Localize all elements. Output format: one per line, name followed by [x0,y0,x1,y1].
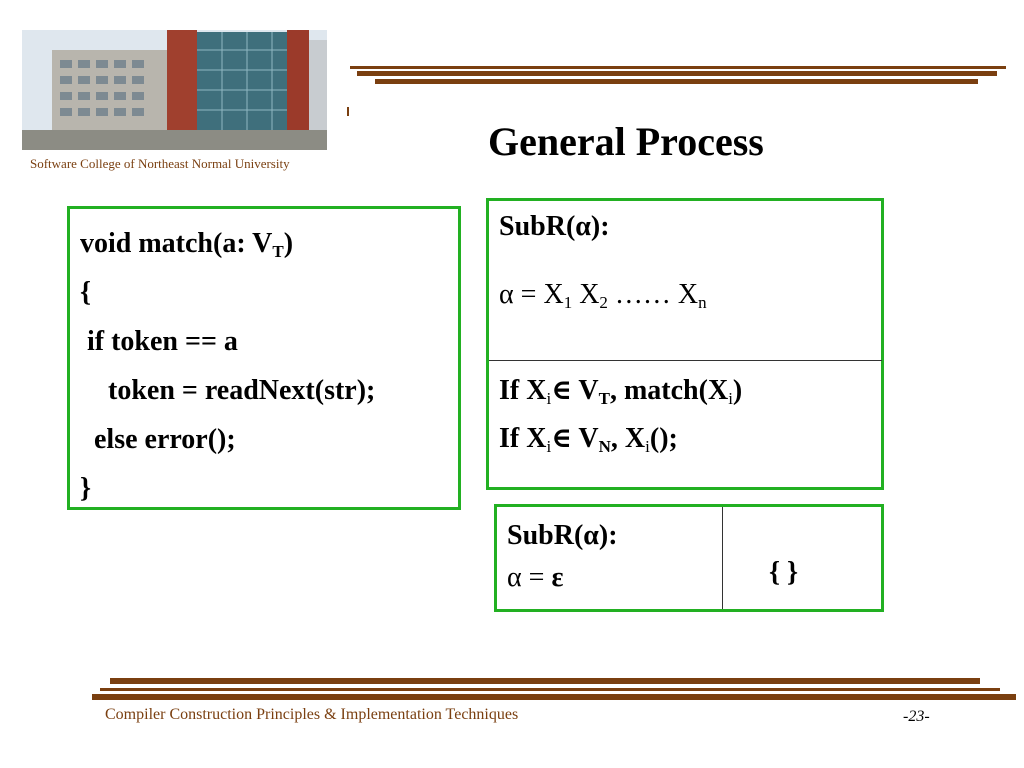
course-title: Compiler Construction Principles & Implementation Techniques [105,706,519,723]
code-line-1: void match(a: $V_T$) [80,228,294,261]
page-number: -23- [903,708,930,725]
code-line-6: } [80,473,92,504]
footer-rule-middle [100,688,1000,691]
definition-heading: SubR(α): [499,211,610,242]
code-line-5: else error(); [80,424,236,455]
epsilon-heading: SubR(α): [507,520,618,551]
header-rule-lower [375,79,978,84]
epsilon-subroutine-box [494,504,884,612]
nonterminal-rule: If $X_i\in$ $V_N$, $X_i()$; [499,423,678,456]
campus-building-photo [22,30,327,150]
code-line-3: if token == a [80,326,238,357]
definition-divider [489,360,882,361]
header-rule-thin [350,66,1006,69]
footer-rule-bottom [92,694,1016,700]
match-code-box [67,206,461,510]
empty-body: { } [769,557,799,588]
code-line-4: token = readNext(str); [80,375,376,406]
footer-rule-top [110,678,980,684]
header-rule-thick [357,71,997,76]
slide-title: General Process [488,119,764,164]
code-line-2: { [80,277,92,308]
definition-rules-cell [499,371,742,467]
terminal-rule: If $X_i\in$ $V_T$, $match(X_i)$ [499,375,743,408]
epsilon-definition-cell [507,515,618,599]
definition-header-cell [499,207,707,323]
header-tick-mark [347,107,349,116]
epsilon-divider [722,507,723,609]
subroutine-definition-box [486,198,884,490]
institution-name: Software College of Northeast Normal University [30,156,290,171]
production-rule: $\alpha = X_1$ $X_2$ …… $X_n$ [499,279,707,312]
epsilon-production: α = ε [507,562,564,593]
